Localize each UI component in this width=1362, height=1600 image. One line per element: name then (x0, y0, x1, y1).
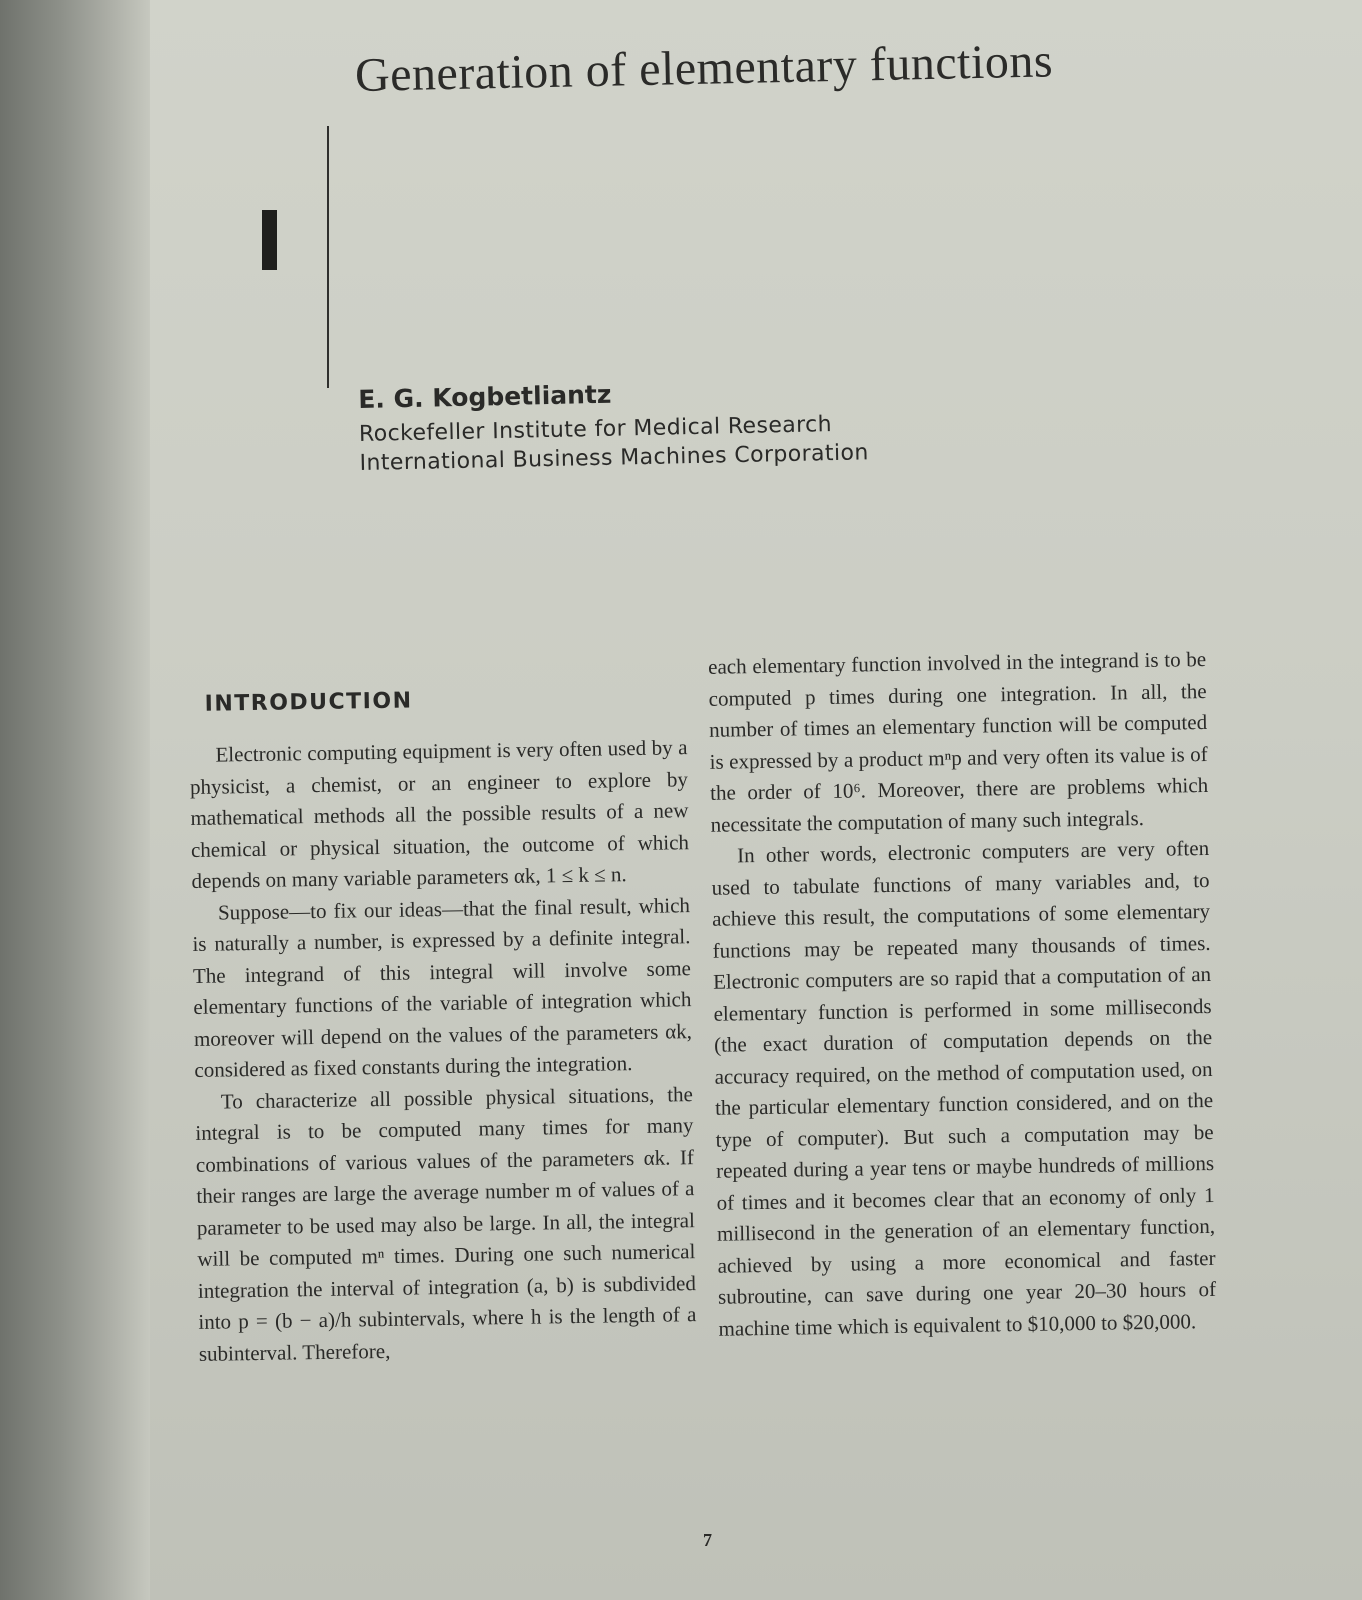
paragraph: Electronic computing equipment is very often used by a physicist, a chemist, or an engineer to explore by mathematical methods all the possible results of a new chemical or physical situation, the outcome of which depends on many variable parameters αk, 1 ≤ k ≤ n. (189, 735, 690, 893)
chapter-title: Generation of elementary functions (354, 34, 1054, 102)
byline (358, 372, 960, 480)
affiliation: International Business Machines Corporation (359, 440, 869, 476)
affiliation: Rockefeller Institute for Medical Research (358, 412, 833, 447)
vertical-rule (327, 126, 329, 388)
chapter-number (262, 210, 277, 270)
right-column (708, 644, 1217, 1345)
paragraph: each elementary function involved in the integrand is to be computed p times during one integration. In all, the number of times an elementary function will be computed is expressed by a product mⁿp and very often its value is of the order of 10⁶. Moreover, there are problems which necessitate the computation of many such integrals. (707, 647, 1209, 837)
paragraph: To characterize all possible physical situations, the integral is to be computed many times for many combinations of various values of the parameters αk. If their ranges are large the average number m of values of a parameter to be used may also be large. In all, the integral will be computed mⁿ times. During one such numerical integration the interval of integration (a, b) is subdivided into p = (b − a)/h subintervals, where h is the length of a subinterval. Therefore, (195, 1081, 697, 1366)
section-heading: INTRODUCTION (204, 688, 413, 717)
paragraph: Suppose—to fix our ideas—that the final result, which is naturally a number, is expressed by a definite integral. The integrand of this integral will involve some elementary functions of the variable of integration which moreover will depend on the values of the parameters αk, considered as fixed constants during the integration. (192, 892, 693, 1082)
book-gutter-shadow (0, 0, 150, 1600)
page-number: 7 (703, 1530, 712, 1550)
author-name: E. G. Kogbetliantz (358, 379, 612, 414)
paragraph: In other words, electronic computers are very often used to tabulate functions of many variables and, to achieve this result, the computations of some elementary functions may be repeated many thousands of times. Electronic computers are so rapid that a computation of an elementary function is performed in some milliseconds (the exact duration of computation depends on the accuracy required, on the method of computation used, on the particular elementary function considered, and on the type of computer). But such a computation may be repeated during a year tens or maybe hundreds of millions of times and it becomes clear that an economy of only 1 millisecond in the generation of an elementary function, achieved by using a more economical and faster subroutine, can save during one year 20–30 hours of machine time which is equivalent to $10,000 to $20,000. (711, 835, 1217, 1341)
left-column (188, 682, 697, 1370)
